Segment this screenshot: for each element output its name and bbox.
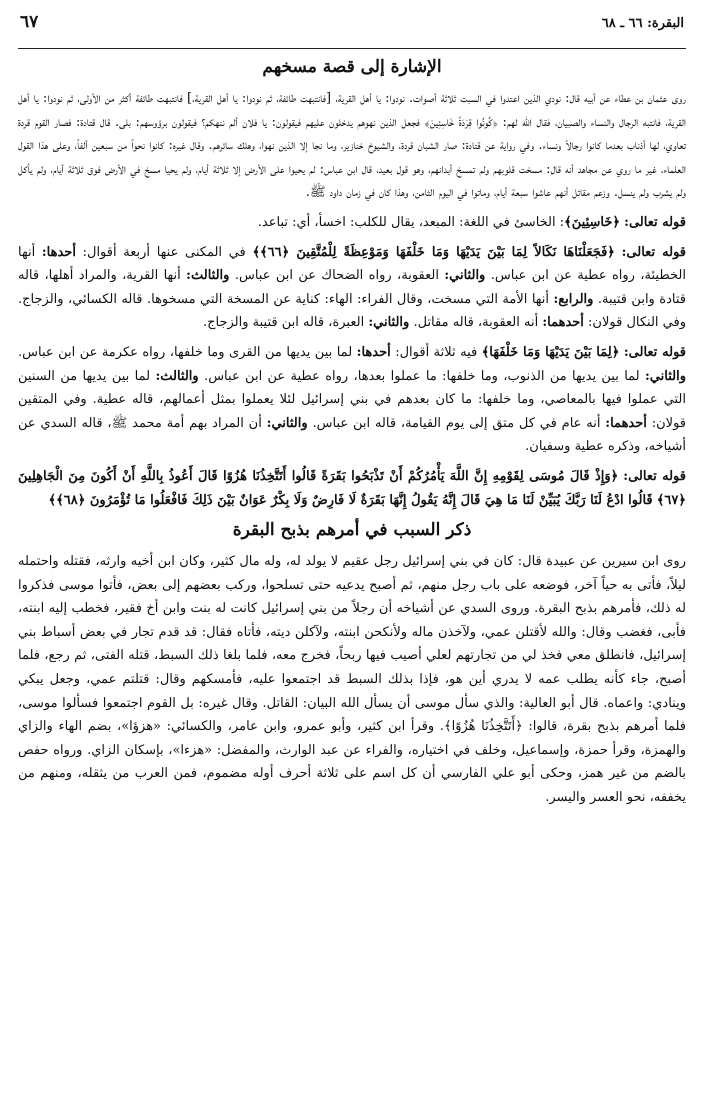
verse-label: قوله تعالى: (621, 244, 686, 260)
commentary-text: أن المراد بهم أمة محمد ﷺ، قاله السدي عن أشياخه، وذكره عطية وسفيان. (18, 415, 686, 455)
opinion-label: أحدها: (356, 344, 391, 360)
paragraph-khasiin (18, 211, 686, 235)
opinion-label: والثاني: (444, 268, 486, 284)
opinion-label: والثالث: (186, 268, 230, 284)
paragraph-verse-67-68 (18, 465, 686, 512)
commentary-text: لما بين يديها من السنين التي عملوا فيها بالمعاصي، وما خلفها: ما كان بعدهم في بني إسرائيل لئلا يعملوا بمثل أعمالهم، قاله عطية. وفي المتقين قولان: (18, 368, 687, 431)
commentary-text: أنها الخطيئة، رواه عطية عن ابن عباس. (18, 244, 686, 284)
commentary-text: أنها الأمة التي مسخت، وقال الفراء: الهاء: كناية عن المسخة التي مسخوها. قاله الكسائي، والزجاج. وفي النكال قولان: (18, 291, 686, 331)
commentary-text: في المكنى عنها أربعة أقوال: (75, 244, 253, 260)
verse-label: قوله تعالى: (623, 344, 687, 360)
opinion-label: والرابع: (553, 291, 594, 307)
opinion-label: أحدها: (41, 244, 76, 260)
running-title: البقرة: ٦٦ ـ ٦٨ (601, 16, 684, 31)
page-number: ٦٧ (20, 12, 39, 32)
paragraph-cow-story: روى ابن سيرين عن عبيدة قال: كان في بني إسرائيل رجل عقيم لا يولد له، وله مال كثير، وكان ابن أخيه وارثه، فقتله واحتمله ليلاً، فأتى به حياً آخر، فوضعه على باب رجل منهم، ثم أصبح يدعيه حتى تسلحوا، وركب بعضهم إلى بعض، فأتوا موسى فذكروا له ذلك، فأمرهم بذبح البقرة. وروى السدي عن أشياخه أن رجلاً من بني إسرائيل كانت له بنت وابن أخ فقير، فخطب إليه ابنته، فأبى، فغضب وقال: والله لأقتلن عمي، ولآخذن ماله ولأنكحن ابنته، ولآكلن ديته، فأتاه فقال: قد قدم تجار في بعض أسباط بني إسرائيل، فانطلق معي فخذ لي من تجارتهم لعلي أصيب فيها ربحاً، فخرج معه، فلما بلغا ذلك السبط، قتله الفتى، ثم رجع، فلما أصبح، جاء كأنه يطلب عمه لا يدري أين هو، فإذا بذلك السبط قد اجتمعوا عليه، فأمسكهم وقال: قتلتم عمي، وجعل يبكي وينادي: واعماه. قال أبو العالية: والذي سأل موسى أن يسأل الله البيان: القاتل. وقال غيره: بل القوم اجتمعوا فسألوا موسى، فلما أمرهم بذبح بقرة، قالوا: ﴿أَتَتَّخِذُنَا هُزُوًا﴾. وقرأ ابن كثير، وأبو عمرو، وابن عامر، والكسائي: «هزؤا»، بضم الهاء والزاي والهمزة، وقرأ حمزة، وإسماعيل، وخلف في اختياره، والفراء عن عبد الوارث، والمفضل: «هزءا»، بإسكان الزاي. ورواه حفص بالضم من غير همز، وحكى أبو علي الفارسي أن كل اسم على ثلاثة أحرف أوله مضموم، فمن العرب من يثقله، ومنهم من يخففه، نحو العسر واليسر. (18, 554, 686, 806)
commentary-text: : الخاسئ في اللغة: المبعد، يقال للكلب: اخسأ، أي: تباعد. (257, 214, 565, 230)
paragraph-before-after (18, 341, 686, 459)
quran-verse-67: ﴿وَإِذْ قَالَ مُوسَى لِقَوْمِهِ إِنَّ اللَّهَ يَأْمُرُكُمْ أَنْ تَذْبَحُوا بَقَرَةً قَالُوا أَتَتَّخِذُنَا هُزُوًا قَالَ أَعُوذُ بِاللَّهِ أَنْ أَكُونَ مِنَ الْجَاهِلِينَ ﴿٦٧﴾ (18, 468, 686, 508)
quran-quote: ﴿لِمَا بَيْنَ يَدَيْهَا وَمَا خَلْفَهَا﴾ (481, 344, 620, 360)
page-header (18, 8, 686, 49)
commentary-text: العقوبة، رواه الضحاك عن ابن عباس. (229, 268, 445, 284)
paragraph-transformation-story: روى عثمان بن عطاء عن أبيه قال: نودي الذين اعتدوا في السبت ثلاثة أصوات. نودوا: يا أهل القرية، [فانتبهت طائفة، ثم نودوا: يا أهل القرية،] فانتبهت طائفة أكثر من الأولى، ثم نودوا: يا أهل القرية، فانتبه الرجال والنساء والصبيان، فقال الله لهم: ﴿كُونُوا قِرَدَةً خَاسِئِينَ﴾ فجعل الذين نهوهم يدخلون عليهم فيقولون: يا فلان ألم ننهكم؟ فيقولون برؤوسهم: بلى. قال قتادة: فصار القوم قردة تعاوي، لها أذناب بعدما كانوا رجالاً ونساء. وفي رواية عن قتادة: صار الشبان قردة، والشيوخ خنازير، وما نجا إلا الذين نهوا، وهلك سائرهم. وقال غيره: كانوا نحواً من سبعين ألفاً، وعلى هذا القول العلماء، غير ما روي عن مجاهد أنه قال: مسخت قلوبهم ولم تمسخ أبدانهم، وهو قول بعيد، قال ابن عباس: لم يحيوا على الأرض إلا ثلاثة أيام، ولم يحيا مسخ في الأرض فوق ثلاثة أيام، ولم يأكل ولم يشرب ولم ينسل. وزعم مقاتل أنهم عاشوا سبعة أيام، وماتوا في اليوم الثامن، وهذا كان في زمان داود ﷺ. (18, 91, 686, 201)
verse-label: قوله تعالى: (623, 468, 686, 484)
commentary-text: أنه العقوبة، قاله مقاتل. (409, 315, 543, 331)
opinion-label: والثالث: (155, 368, 199, 384)
opinion-label: والثاني: (266, 415, 308, 431)
paragraph-nakal (18, 241, 686, 335)
quran-quote: ﴿خَاسِئِينَ﴾ (564, 214, 621, 230)
opinion-label: والثاني: (368, 315, 410, 331)
commentary-text: أنه عام في كل متق إلى يوم القيامة، قاله ابن عباس. (307, 415, 606, 431)
opinion-label: أحدهما: (542, 315, 584, 331)
quran-verse-68: قَالُوا ادْعُ لَنَا رَبَّكَ يُبَيِّنْ لَنَا مَا هِيَ قَالَ إِنَّهُ يَقُولُ إِنَّهَا بَقَرَةٌ لَا فَارِضٌ وَلَا بِكْرٌ عَوَانٌ بَيْنَ ذَلِكَ فَافْعَلُوا مَا تُؤْمَرُونَ ﴿٦٨﴾﴾ (48, 492, 653, 508)
commentary-text: لما بين يديها من الذنوب، وما خلفها: ما عملوا بعدها، رواه عطية عن ابن عباس. (198, 368, 645, 384)
commentary-text: فيه ثلاثة أقوال: (390, 344, 482, 360)
commentary-text: أنها القرية، والمراد أهلها، قاله قتادة وابن قتيبة. (18, 268, 686, 307)
verse-label: قوله تعالى: (624, 214, 686, 230)
section-title-transformation: الإشارة إلى قصة مسخهم (262, 57, 442, 77)
opinion-label: والثاني: (645, 368, 686, 384)
quran-quote: ﴿فَجَعَلْنَاهَا نَكَالاً لِمَا بَيْنَ يَدَيْهَا وَمَا خَلْفَهَا وَمَوْعِظَةً لِلْمُتَّقِينَ ﴿٦٦﴾﴾ (252, 244, 615, 260)
book-page (18, 8, 686, 816)
commentary-text: العبرة، قاله ابن قتيبة والزجاج. (202, 315, 369, 331)
opinion-label: أحدهما: (605, 415, 647, 431)
commentary-text: لما بين يديها من القرى وما خلفها، رواه عكرمة عن ابن عباس. (18, 344, 357, 360)
section-title-cow-reason: ذكر السبب في أمرهم بذبح البقرة (232, 520, 472, 541)
